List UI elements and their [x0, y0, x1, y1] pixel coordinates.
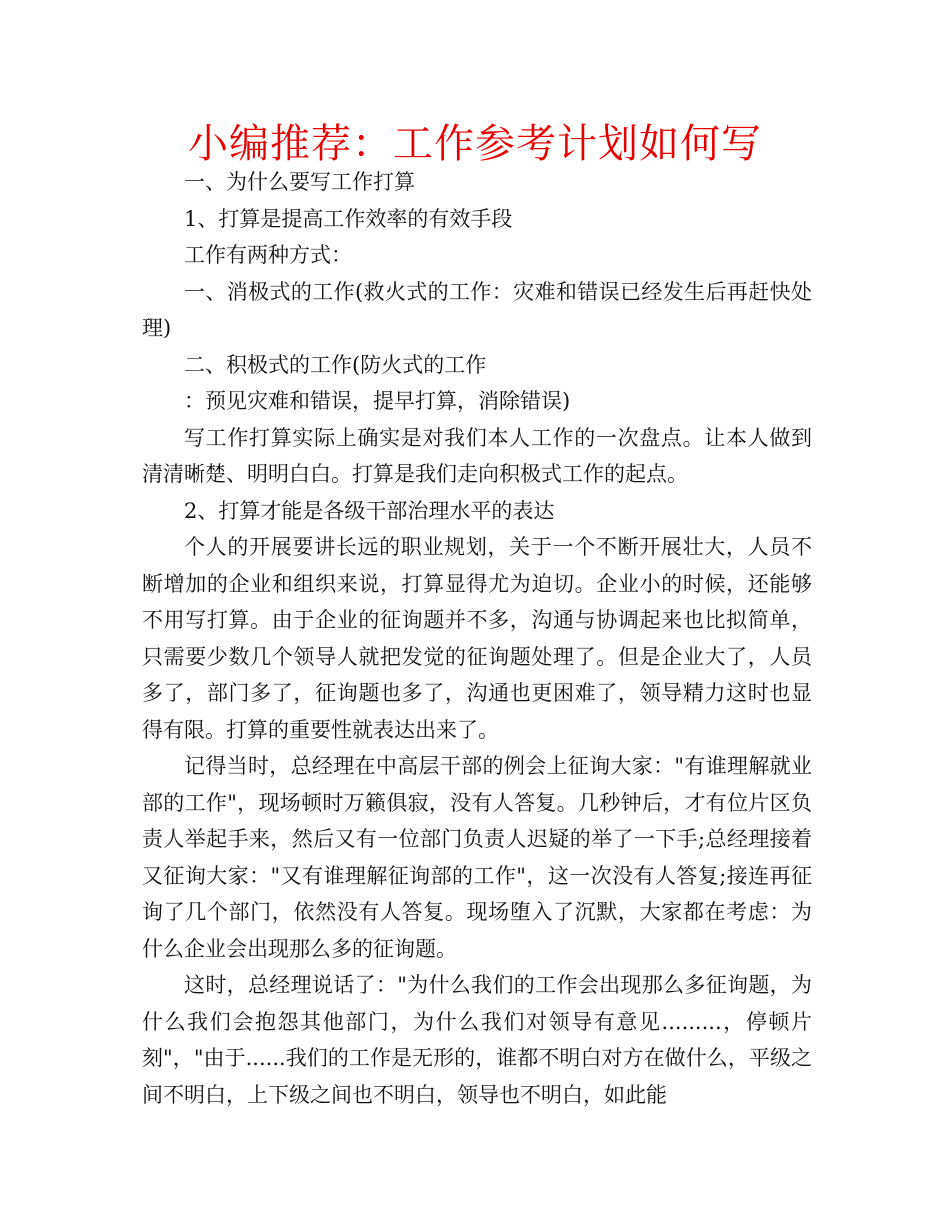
paragraph: 二、积极式的工作(防火式的工作 — [184, 352, 487, 377]
paragraph: 记得当时，总经理在中高层干部的例会上征询大家："有谁理解就业部的工作"，现场顿时万籁俱寂，没有人答复。几秒钟后，才有位片区负责人举起手来，然后又有一位部门负责人迟疑的举了一下手;总经理接着又征询大家："又有谁理解征询部的工作"，这一次没有人答复;接连再征询了几个部门，依然没有人答复。现场堕入了沉默，大家都在考虑：为什么企业会出现那么多的征询题。 — [142, 754, 812, 961]
paragraph: 一、消极式的工作(救火式的工作：灾难和错误已经发生后再赶快处理) — [142, 279, 812, 340]
paragraph: 这时，总经理说话了："为什么我们的工作会出现那么多征询题，为什么我们会抱怨其他部门，为什么我们对领导有意见.........，停顿片刻"，"由于......我们的工作是无形的，谁都不明白对方在做什么，平级之间不明白，上下级之间也不明白，领导也不明白，如此能 — [142, 973, 812, 1107]
paragraph: ：预见灾难和错误，提早打算，消除错误) — [184, 389, 571, 413]
paragraph: 工作有两种方式： — [184, 243, 352, 267]
paragraph: 写工作打算实际上确实是对我们本人工作的一次盘点。让本人做到清清晰楚、明明白白。打算是我们走向积极式工作的起点。 — [142, 425, 812, 486]
paragraph: 1、打算是提高工作效率的有效手段 — [184, 206, 513, 231]
paragraph: 个人的开展要讲长远的职业规划，关于一个不断开展壮大，人员不断增加的企业和组织来说，打算显得尤为迫切。企业小的时候，还能够不用写打算。由于企业的征询题并不多，沟通与协调起来也比拟简单，只需要少数几个领导人就把发觉的征询题处理了。但是企业大了，人员多了，部门多了，征询题也多了，沟通也更困难了，领导精力这时也显得有限。打算的重要性就表达出来了。 — [142, 535, 812, 742]
document-body — [142, 164, 812, 1113]
paragraph: 2、打算才能是各级干部治理水平的表达 — [184, 498, 555, 523]
paragraph: 一、为什么要写工作打算 — [184, 170, 415, 194]
document-title: 小编推荐：工作参考计划如何写 — [188, 121, 762, 167]
